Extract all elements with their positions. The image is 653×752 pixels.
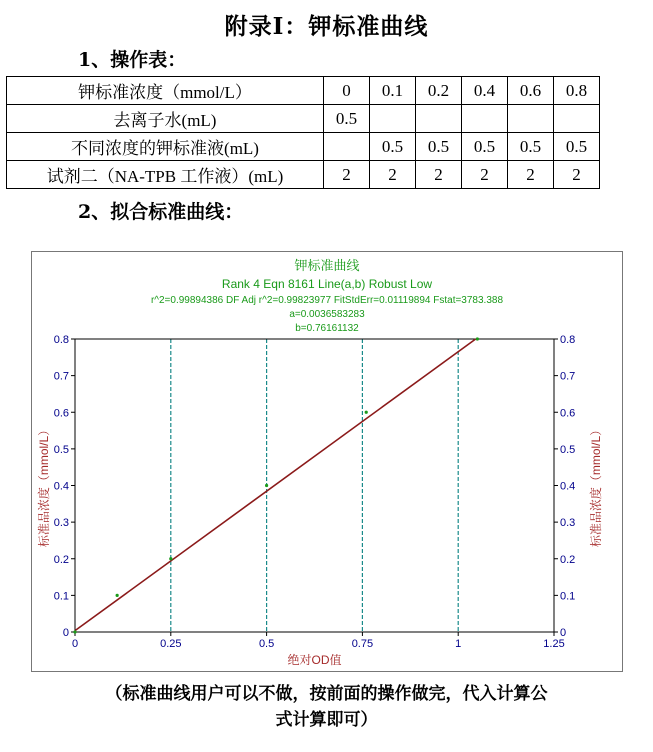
operation-table	[6, 76, 600, 189]
page-title: 附录Ⅰ：钾标准曲线	[224, 13, 429, 40]
table-cell: 0.8	[554, 77, 600, 105]
y-tick-label-right: 0.1	[560, 590, 576, 603]
table-cell: 0.5	[416, 133, 462, 161]
data-point	[476, 337, 479, 340]
chart-series	[73, 337, 479, 633]
data-point	[73, 630, 76, 633]
y-tick-label-left: 0.1	[53, 590, 69, 603]
x-axis-label: 绝对OD值	[287, 653, 342, 667]
chart-svg	[32, 252, 622, 671]
y-tick-label-left: 0	[62, 627, 69, 639]
table-cell: 2	[462, 161, 508, 189]
chart-param-a: a=0.0036583283	[289, 309, 365, 320]
x-tick-label: 0	[71, 638, 79, 650]
y-tick-label-left: 0.2	[53, 553, 69, 566]
y-axis-label-left: 标准品浓度（mmol/L）	[37, 423, 51, 548]
table-cell	[370, 105, 416, 133]
y-tick-label-right: 0.5	[560, 443, 576, 456]
table-cell: 0.2	[416, 77, 462, 105]
x-tick-label: 1	[455, 638, 462, 650]
section-heading-fit-curve: 2、拟合标准曲线：	[78, 201, 244, 223]
table-cell: 0.5	[324, 105, 370, 133]
table-cell	[554, 105, 600, 133]
table-cell: 0	[324, 77, 370, 105]
data-point	[365, 411, 368, 414]
table-row	[7, 105, 600, 133]
y-tick-label-right: 0.3	[560, 517, 576, 530]
table-cell: 2	[324, 161, 370, 189]
y-tick-label-right: 0.2	[560, 553, 576, 566]
table-cell: 0.1	[370, 77, 416, 105]
y-tick-label-left: 0.4	[53, 480, 69, 493]
data-point	[116, 594, 119, 597]
table-cell: 2	[416, 161, 462, 189]
table-cell	[416, 105, 462, 133]
table-cell: 2	[370, 161, 416, 189]
table-cell: 0.6	[508, 77, 554, 105]
note-line-2: 式计算即可）	[275, 710, 378, 730]
y-tick-label-right: 0	[560, 627, 567, 639]
note-line-1: （标准曲线用户可以不做，按前面的操作做完，代入计算公	[105, 684, 548, 704]
chart-title: 钾标准曲线	[294, 258, 360, 273]
table-row-label: 去离子水(mL)	[7, 105, 324, 133]
data-point	[265, 484, 268, 487]
table-cell: 0.5	[508, 133, 554, 161]
y-tick-label-left: 0.6	[53, 407, 69, 420]
y-tick-label-left: 0.5	[53, 443, 69, 456]
y-tick-label-right: 0.8	[560, 334, 576, 346]
table-row-label: 钾标准浓度（mmol/L）	[7, 77, 324, 105]
x-tick-label: 0.5	[258, 638, 275, 650]
table-cell: 0.5	[370, 133, 416, 161]
fit-line	[75, 339, 476, 631]
y-axis-label-right: 标准品浓度（mmol/L）	[589, 423, 603, 548]
table-row	[7, 161, 600, 189]
y-tick-label-right: 0.6	[560, 407, 576, 420]
table-cell	[324, 133, 370, 161]
section-heading-operation-table: 1、操作表：	[78, 49, 187, 71]
chart-stats: r^2=0.99894386 DF Adj r^2=0.99823977 FitStdErr=0.01119894 Fstat=3783.388	[150, 295, 504, 306]
chart-ticks	[54, 334, 576, 650]
y-tick-label-left: 0.3	[53, 517, 69, 530]
table-cell: 0.4	[462, 77, 508, 105]
table-row	[7, 77, 600, 105]
y-tick-label-left: 0.7	[53, 370, 69, 383]
y-tick-label-left: 0.8	[53, 334, 69, 346]
plot-area	[75, 339, 554, 632]
standard-curve-chart	[31, 251, 623, 672]
table-cell	[462, 105, 508, 133]
table-cell: 2	[554, 161, 600, 189]
y-tick-label-right: 0.7	[560, 370, 576, 383]
table-cell	[508, 105, 554, 133]
chart-param-b: b=0.76161132	[295, 323, 359, 334]
x-tick-label: 0.25	[160, 638, 182, 650]
table-cell: 0.5	[554, 133, 600, 161]
table-row	[7, 133, 600, 161]
table-cell: 0.5	[462, 133, 508, 161]
x-tick-label: 0.75	[351, 638, 374, 650]
table-row-label: 不同浓度的钾标准液(mL)	[7, 133, 324, 161]
x-tick-label: 1.25	[543, 638, 565, 650]
table-row-label: 试剂二（NA-TPB 工作液）(mL)	[7, 161, 324, 189]
data-point	[169, 557, 172, 560]
chart-subtitle: Rank 4 Eqn 8161 Line(a,b) Robust Low	[221, 277, 433, 291]
table-cell: 2	[508, 161, 554, 189]
y-tick-label-right: 0.4	[560, 480, 576, 493]
